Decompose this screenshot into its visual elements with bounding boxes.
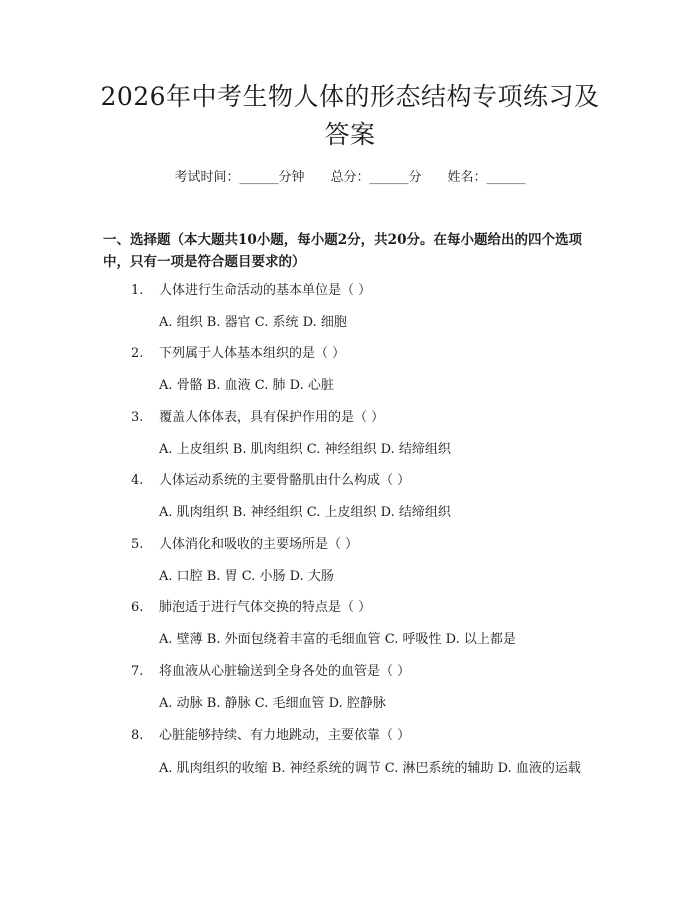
question-text: 覆盖人体体表，具有保护作用的是（ ）	[159, 410, 385, 425]
question-text: 人体运动系统的主要骨骼肌由什么构成（ ）	[159, 473, 411, 488]
question-item	[131, 726, 410, 746]
question-text: 肺泡适于进行气体交换的特点是（ ）	[159, 600, 372, 615]
question-item	[131, 281, 371, 301]
question-item	[131, 535, 358, 555]
question-item	[131, 662, 410, 682]
total-score-label: 总分：______分	[330, 170, 422, 185]
question-options: A. 动脉 B. 静脉 C. 毛细血管 D. 腔静脉	[159, 696, 386, 711]
question-number: 3.	[131, 410, 144, 425]
question-number: 2.	[131, 346, 144, 361]
question-item	[131, 598, 371, 618]
question-number: 1.	[131, 283, 144, 298]
exam-info-line	[0, 168, 700, 188]
exam-time-label: 考试时间：______分钟	[174, 170, 305, 185]
question-number: 4.	[131, 473, 144, 488]
question-number: 5.	[131, 537, 144, 552]
question-number: 8.	[131, 728, 144, 743]
section-heading: 一、选择题（本大题共10小题，每小题2分，共20分。在每小题给出的四个选项中，只有一项是符合题目要求的）	[103, 232, 582, 270]
document-title: 2026年中考生物人体的形态结构专项练习及答案	[100, 82, 600, 149]
question-text: 人体进行生命活动的基本单位是（ ）	[159, 283, 372, 298]
question-options: A. 肌肉组织的收缩 B. 神经系统的调节 C. 淋巴系统的辅助 D. 血液的运载	[159, 761, 581, 776]
question-item	[131, 471, 410, 491]
question-options: A. 口腔 B. 胃 C. 小肠 D. 大肠	[159, 569, 334, 584]
question-options: A. 骨骼 B. 血液 C. 肺 D. 心脏	[159, 378, 334, 393]
question-options: A. 上皮组织 B. 肌肉组织 C. 神经组织 D. 结缔组织	[159, 442, 451, 457]
question-item	[131, 344, 345, 364]
question-text: 人体消化和吸收的主要场所是（ ）	[159, 537, 359, 552]
question-options: A. 壁薄 B. 外面包绕着丰富的毛细血管 C. 呼吸性 D. 以上都是	[159, 632, 516, 647]
question-text: 下列属于人体基本组织的是（ ）	[159, 346, 346, 361]
question-options: A. 肌肉组织 B. 神经组织 C. 上皮组织 D. 结缔组织	[159, 505, 451, 520]
student-name-label: 姓名：______	[447, 170, 526, 185]
question-text: 心脏能够持续、有力地跳动，主要依靠（ ）	[159, 728, 411, 743]
question-item	[131, 408, 384, 428]
question-number: 7.	[131, 664, 144, 679]
question-number: 6.	[131, 600, 144, 615]
question-text: 将血液从心脏输送到全身各处的血管是（ ）	[159, 664, 411, 679]
question-options: A. 组织 B. 器官 C. 系统 D. 细胞	[159, 315, 347, 330]
